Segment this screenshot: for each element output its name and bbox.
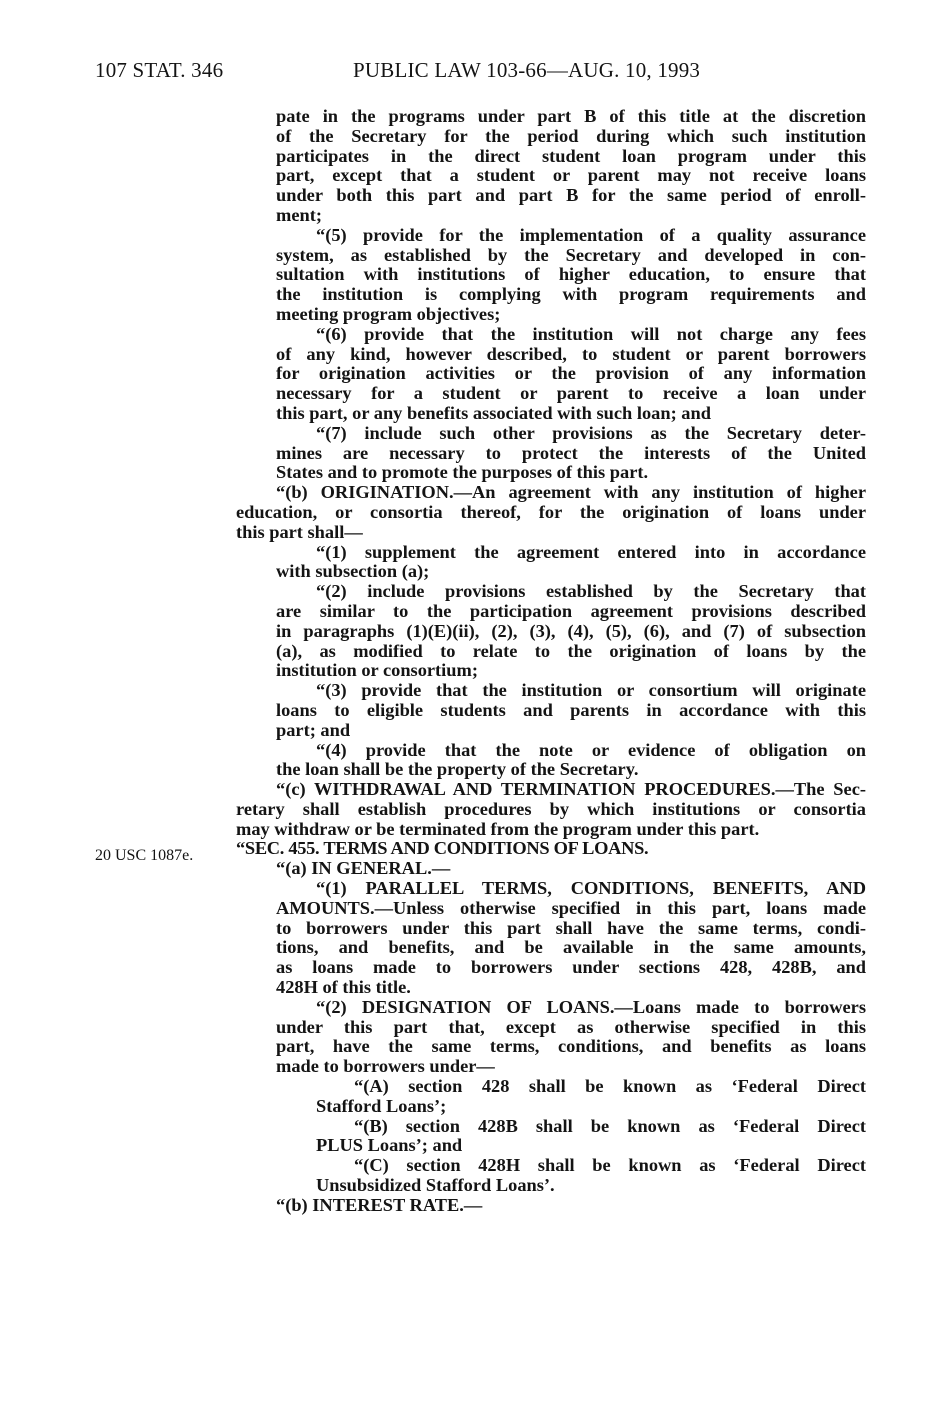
statute-body-text [236, 107, 866, 1216]
text-line: loans to eligible students and parents in accordance with this [276, 699, 866, 720]
text-line: “(1) PARALLEL TERMS, CONDITIONS, BENEFITS, AND [316, 878, 866, 899]
text-line: meeting program objectives; [276, 303, 501, 324]
text-line: “(C) section 428H shall be known as ‘Federal Direct [354, 1155, 866, 1176]
text-line: part, except that a student or parent may not receive loans [276, 165, 866, 186]
text-line: Unsubsidized Stafford Loans’. [316, 1175, 555, 1196]
text-line: mines are necessary to protect the interests of the United [276, 442, 866, 463]
text-line: 428H of this title. [276, 977, 411, 998]
text-line: Stafford Loans’; [316, 1095, 447, 1116]
text-line: institution or consortium; [276, 660, 478, 681]
text-line: under both this part and part B for the same period of enroll- [276, 185, 866, 206]
text-line: ment; [276, 204, 322, 225]
text-line: “(1) supplement the agreement entered into in accordance [316, 541, 866, 562]
text-line: system, as established by the Secretary and developed in con- [276, 244, 866, 265]
text-line: part, have the same terms, conditions, and benefits as loans [276, 1036, 866, 1057]
text-line: “(5) provide for the implementation of a quality assurance [316, 224, 866, 245]
text-line: (a), as modified to relate to the origination of loans by the [276, 640, 866, 661]
text-line: for origination activities or the provision of any information [276, 363, 866, 384]
text-line: this part shall— [236, 521, 363, 542]
public-law-title: PUBLIC LAW 103-66—AUG. 10, 1993 [353, 58, 701, 82]
text-line: “(2) DESIGNATION OF LOANS.—Loans made to borrowers [316, 996, 866, 1017]
text-line: participates in the direct student loan program under this [276, 145, 866, 166]
text-line: “(3) provide that the institution or consortium will originate [316, 680, 866, 701]
text-line: AMOUNTS.—Unless otherwise specified in this part, loans made [276, 897, 866, 918]
text-line: States and to promote the purposes of this part. [276, 462, 649, 483]
text-line: part; and [276, 719, 351, 740]
text-line: pate in the programs under part B of this title at the discretion [276, 106, 866, 126]
text-line: of the Secretary for the period during which such institution [276, 125, 866, 146]
text-line: may withdraw or be terminated from the program under this part. [236, 818, 760, 839]
text-line: “SEC. 455. TERMS AND CONDITIONS OF LOANS. [236, 838, 649, 859]
text-line: of any kind, however described, to student or parent borrowers [276, 343, 866, 364]
text-line: “(c) WITHDRAWAL AND TERMINATION PROCEDURES.—The Sec- [276, 779, 866, 800]
text-line: “(B) section 428B shall be known as ‘Federal Direct [354, 1115, 866, 1136]
text-line: “(b) ORIGINATION.—An agreement with any institution of higher [276, 482, 866, 503]
text-line: “(a) IN GENERAL.— [276, 858, 451, 879]
text-line: “(4) provide that the note or evidence of obligation on [316, 739, 866, 760]
text-line: the loan shall be the property of the Secretary. [276, 759, 639, 780]
text-line: “(7) include such other provisions as the Secretary deter- [316, 422, 866, 443]
text-line: in paragraphs (1)(E)(ii), (2), (3), (4), (5), (6), and (7) of subsection [276, 620, 866, 641]
text-line: “(b) INTEREST RATE.— [276, 1194, 483, 1215]
text-line: to borrowers under this part shall have the same terms, condi- [276, 917, 866, 938]
text-line: necessary for a student or parent to receive a loan under [276, 383, 866, 404]
text-line: sultation with institutions of higher education, to ensure that [276, 264, 866, 285]
text-line: PLUS Loans’; and [316, 1135, 463, 1156]
text-line: under this part that, except as otherwise specified in this [276, 1016, 866, 1037]
text-line: this part, or any benefits associated with such loan; and [276, 402, 711, 423]
page-header [95, 58, 865, 92]
text-line: education, or consortia thereof, for the origination of loans under [236, 501, 866, 522]
usc-citation-margin-note: 20 USC 1087e. [95, 847, 194, 864]
text-line: “(A) section 428 shall be known as ‘Federal Direct [354, 1076, 866, 1097]
text-line: are similar to the participation agreement provisions described [276, 600, 866, 621]
statute-page-number: 107 STAT. 346 [95, 58, 224, 82]
text-line: with subsection (a); [276, 561, 430, 582]
text-line: the institution is complying with program requirements and [276, 284, 866, 305]
text-line: retary shall establish procedures by which institutions or consortia [236, 798, 866, 819]
text-line: tions, and benefits, and be available in the same amounts, [276, 937, 866, 958]
text-line: “(2) include provisions established by the Secretary that [316, 581, 866, 602]
text-line: as loans made to borrowers under sections 428, 428B, and [276, 957, 866, 978]
text-line: “(6) provide that the institution will not charge any fees [316, 323, 866, 344]
text-line: made to borrowers under— [276, 1056, 495, 1077]
